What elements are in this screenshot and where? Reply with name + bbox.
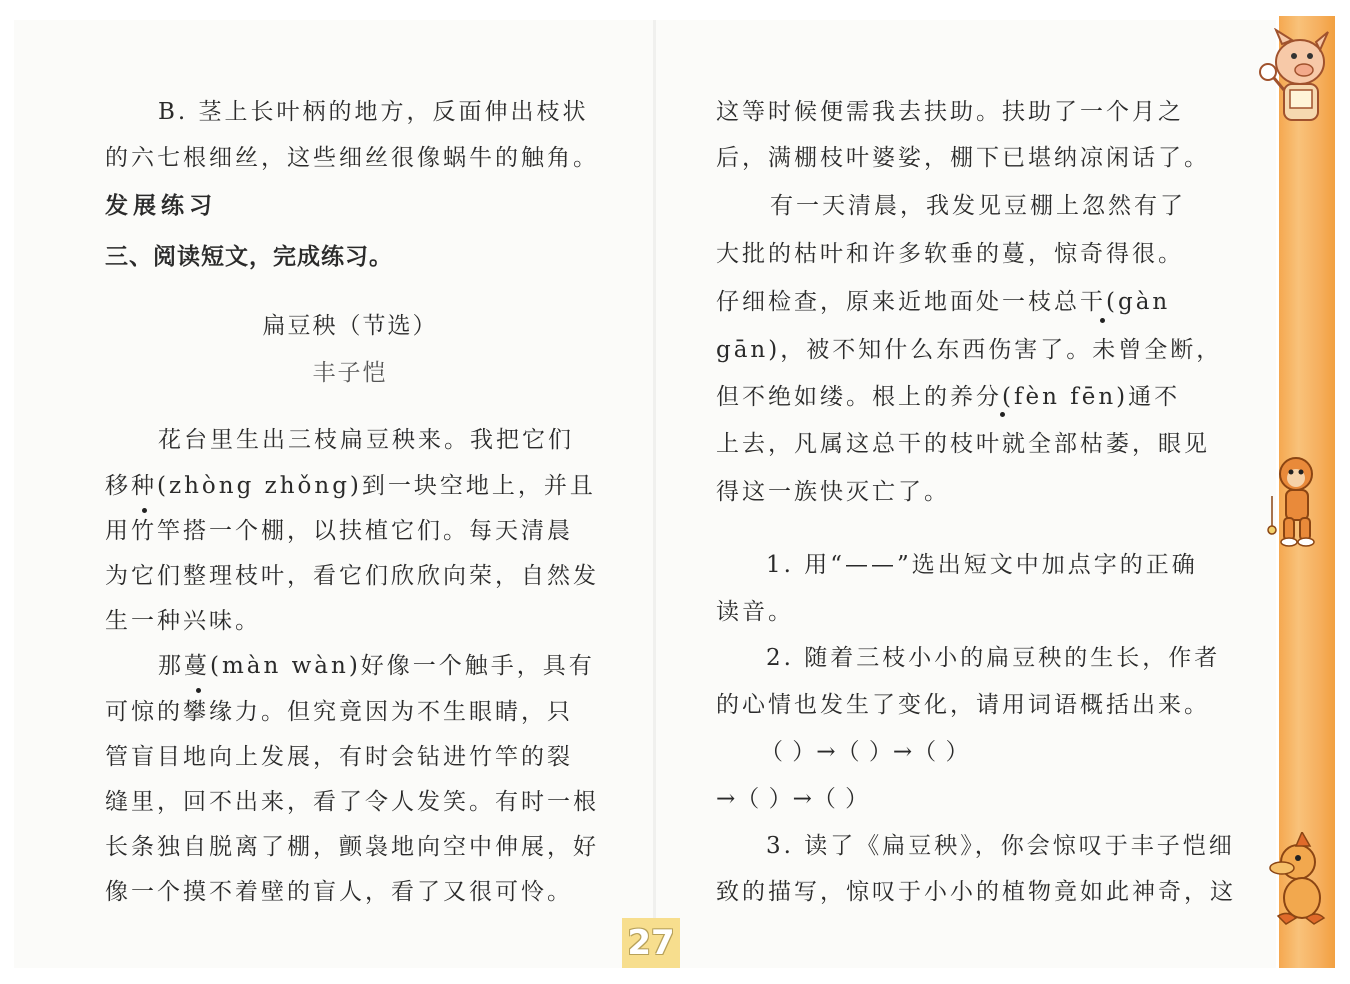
answer-b-line-2: 的六七根细丝，这些细丝很像蜗牛的触角。	[105, 145, 599, 171]
question-2-line-2: 的心情也发生了变化，请用词语概括出来。	[716, 692, 1210, 718]
passage-line: 移种(zhòng zhǒng)到一块空地上，并且	[105, 473, 596, 499]
passage-line: 长条独自脱离了棚，颤袅地向空中伸展，好	[105, 834, 599, 860]
passage-title: 扁豆秧（节选）	[262, 313, 438, 339]
emphasis-dot	[196, 688, 201, 693]
passage-line: 但不绝如缕。根上的养分(fèn fēn)通不	[716, 384, 1181, 410]
passage-line: 仔细检查，原来近地面处一枝总干(gàn	[716, 289, 1171, 315]
passage-line: 用竹竿搭一个棚，以扶植它们。每天清晨	[105, 518, 573, 544]
passage-author: 丰子恺	[312, 360, 388, 386]
passage-line: 管盲目地向上发展，有时会钻进竹竿的裂	[105, 744, 573, 770]
emphasis-dot	[1000, 412, 1005, 417]
passage-line: 这等时候便需我去扶助。扶助了一个月之	[716, 99, 1184, 125]
monkey-yoyo-character-icon	[1262, 452, 1326, 548]
answer-blanks-row-1[interactable]: （ ）→（ ）→（ ）	[760, 739, 970, 765]
question-3-line-2: 致的描写，惊叹于小小的植物竟如此神奇，这	[716, 879, 1236, 905]
question-2-line-1: 2. 随着三枝小小的扁豆秧的生长，作者	[766, 645, 1221, 671]
passage-line: 那蔓(màn wàn)好像一个触手，具有	[158, 653, 595, 679]
question-3-line-1: 3. 读了《扁豆秧》，你会惊叹于丰子恺细	[766, 833, 1235, 859]
answer-blanks-row-2[interactable]: →（ ）→（ ）	[716, 786, 870, 812]
passage-line: 可惊的攀缘力。但究竟因为不生眼睛，只	[105, 699, 573, 725]
passage-line: 像一个摸不着壁的盲人，看了又很可怜。	[105, 879, 573, 905]
emphasis-dot	[142, 508, 147, 513]
passage-line: 有一天清晨，我发见豆棚上忽然有了	[770, 193, 1186, 219]
question-1-line-1: 1. 用“——”选出短文中加点字的正确	[766, 552, 1198, 578]
section-heading: 发展练习	[105, 193, 217, 219]
answer-b-line-1: B. 茎上长叶柄的地方，反面伸出枝状	[158, 99, 589, 125]
pig-character-icon	[1254, 28, 1336, 128]
passage-line: 花台里生出三枝扁豆秧来。我把它们	[158, 427, 574, 453]
question-three-heading: 三、阅读短文，完成练习。	[105, 244, 393, 270]
emphasis-dot	[1100, 318, 1105, 323]
passage-line: gān)，被不知什么东西伤害了。未曾全断，	[716, 337, 1223, 363]
question-1-line-2: 读音。	[716, 599, 794, 625]
passage-line: 得这一族快灭亡了。	[716, 479, 950, 505]
passage-line: 缝里，回不出来，看了令人发笑。有时一根	[105, 789, 599, 815]
page-number: 27	[622, 918, 680, 968]
passage-line: 大批的枯叶和许多软垂的蔓，惊奇得很。	[716, 241, 1184, 267]
passage-line: 后，满棚枝叶婆娑，棚下已堪纳凉闲话了。	[716, 145, 1210, 171]
passage-line: 上去，凡属这总干的枝叶就全部枯萎，眼见	[716, 431, 1210, 457]
passage-line: 生一种兴味。	[105, 608, 261, 634]
duck-character-icon	[1262, 832, 1336, 928]
passage-line: 为它们整理枝叶，看它们欣欣向荣，自然发	[105, 563, 599, 589]
